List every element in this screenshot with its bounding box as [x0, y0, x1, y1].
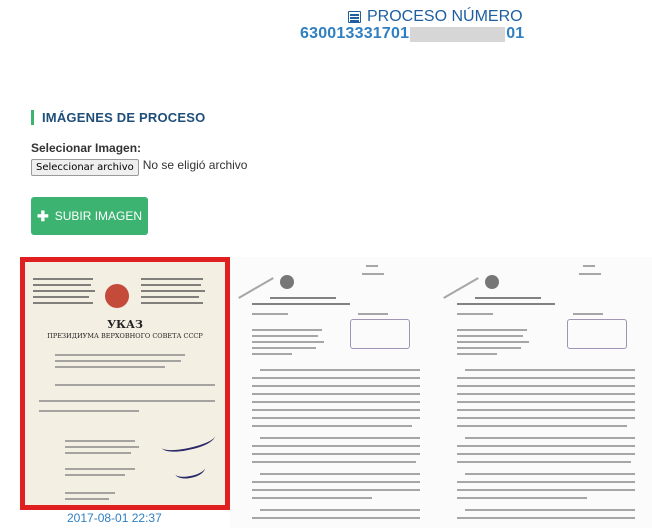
upload-image-button[interactable]	[31, 197, 148, 235]
emblem-seal	[280, 275, 294, 289]
signature	[174, 461, 206, 481]
registry-stamp	[567, 319, 627, 349]
section-title-text: IMÁGENES DE PROCESO	[42, 110, 206, 125]
process-label	[348, 8, 523, 26]
plus-icon: ✚	[36, 207, 49, 224]
signature	[160, 429, 216, 456]
document-thumbnail[interactable]	[230, 257, 435, 528]
upload-button-label: SUBIR IMAGEN	[54, 209, 143, 223]
emblem-seal	[105, 284, 129, 308]
decree-subtitle: ПРЕЗИДИУМА ВЕРХОВНОГО СОВЕТА СССР	[47, 332, 203, 340]
choose-file-button[interactable]: Seleccionar archivo	[31, 159, 139, 176]
decree-title: УКАЗ	[107, 318, 143, 331]
document-date: 2017-08-01 22:37	[67, 511, 162, 525]
list-icon	[348, 11, 361, 23]
select-image-label: Selecionar Imagen:	[31, 141, 142, 155]
document-thumbnail[interactable]	[435, 257, 652, 528]
process-label-text: PROCESO NÚMERO	[367, 8, 523, 25]
section-accent-bar	[31, 110, 34, 125]
process-number	[300, 25, 524, 43]
process-number-suffix: 01	[506, 25, 525, 42]
file-input[interactable]	[31, 159, 247, 176]
file-status: No se eligió archivo	[142, 157, 248, 172]
emblem-seal	[485, 275, 499, 289]
process-number-prefix: 630013331701	[300, 25, 410, 42]
document-thumbnail[interactable]	[20, 257, 230, 510]
redacted-block	[410, 27, 505, 42]
section-title	[31, 110, 205, 125]
registry-stamp	[350, 319, 410, 349]
